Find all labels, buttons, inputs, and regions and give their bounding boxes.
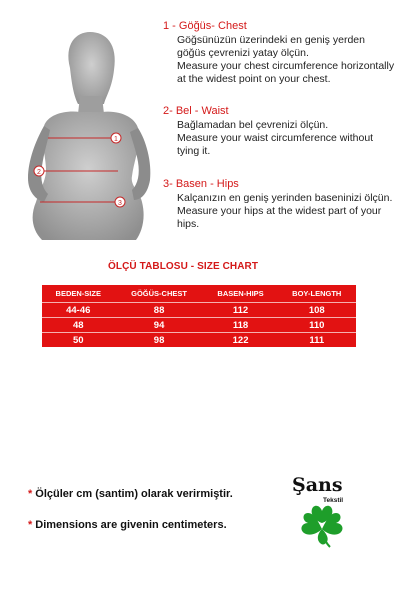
note-star: * xyxy=(28,488,33,500)
table-cell: 50 xyxy=(42,333,115,348)
note-text: Dimensions are givenin centimeters. xyxy=(35,519,227,531)
table-cell: 111 xyxy=(277,333,356,348)
table-cell: 118 xyxy=(204,318,278,333)
column-header-size: BEDEN-SIZE xyxy=(42,285,115,303)
column-header-length: BOY-LENGTH xyxy=(277,285,356,303)
marker-hips xyxy=(115,197,125,207)
size-chart-title: ÖLÇÜ TABLOSU - SIZE CHART xyxy=(108,261,259,272)
measurement-text-en: Measure your hips at the widest part of your hips. xyxy=(177,205,382,230)
measurement-text-tr: Bağlamadan bel çevrenizi ölçün. xyxy=(177,119,329,131)
note-units-en xyxy=(28,519,227,531)
marker-chest xyxy=(111,133,121,143)
measurement-text-en: Measure your chest circumference horizontally at the widest point on your chest. xyxy=(177,60,395,85)
measurement-title: 1 - Göğüs- Chest xyxy=(163,20,247,32)
column-header-hips: BASEN-HIPS xyxy=(204,285,278,303)
table-row xyxy=(42,303,356,318)
table-cell: 108 xyxy=(277,303,356,318)
marker-chest-label: 1 xyxy=(114,136,118,143)
size-chart-header-row xyxy=(42,285,356,303)
table-cell: 94 xyxy=(115,318,204,333)
table-row xyxy=(42,318,356,333)
marker-hips-label: 3 xyxy=(118,200,122,207)
table-cell: 44-46 xyxy=(42,303,115,318)
note-star: * xyxy=(28,519,33,531)
female-silhouette-icon xyxy=(18,30,154,240)
table-cell: 110 xyxy=(277,318,356,333)
table-cell: 112 xyxy=(204,303,278,318)
brand-subtitle: Tekstil xyxy=(323,497,344,504)
measurement-title: 3- Basen - Hips xyxy=(163,178,239,190)
measurement-chest xyxy=(163,20,395,86)
marker-waist xyxy=(34,166,44,176)
measurement-text-tr: Kalçanızın en geniş yerinden baseninizi ölçün. xyxy=(177,192,393,204)
table-row xyxy=(42,333,356,348)
measurement-text-en: Measure your waist circumference without tying it. xyxy=(177,132,374,157)
table-cell: 98 xyxy=(115,333,204,348)
measurement-waist xyxy=(163,105,395,158)
size-chart-table xyxy=(42,285,356,347)
brand-name: Şans xyxy=(292,474,343,496)
note-units-tr xyxy=(28,488,233,500)
table-cell: 88 xyxy=(115,303,204,318)
measurement-text-tr: Göğsünüzün üzerindeki en geniş yerden göğüs çevrenizi yatay ölçün. xyxy=(177,34,365,59)
measurement-hips xyxy=(163,178,395,231)
measurement-title: 2- Bel - Waist xyxy=(163,105,229,117)
marker-waist-label: 2 xyxy=(37,169,41,176)
table-cell: 122 xyxy=(204,333,278,348)
note-text: Ölçüler cm (santim) olarak verirmiştir. xyxy=(35,488,233,500)
column-header-chest: GÖĞÜS-CHEST xyxy=(115,285,204,303)
clover-icon xyxy=(298,503,346,549)
table-cell: 48 xyxy=(42,318,115,333)
